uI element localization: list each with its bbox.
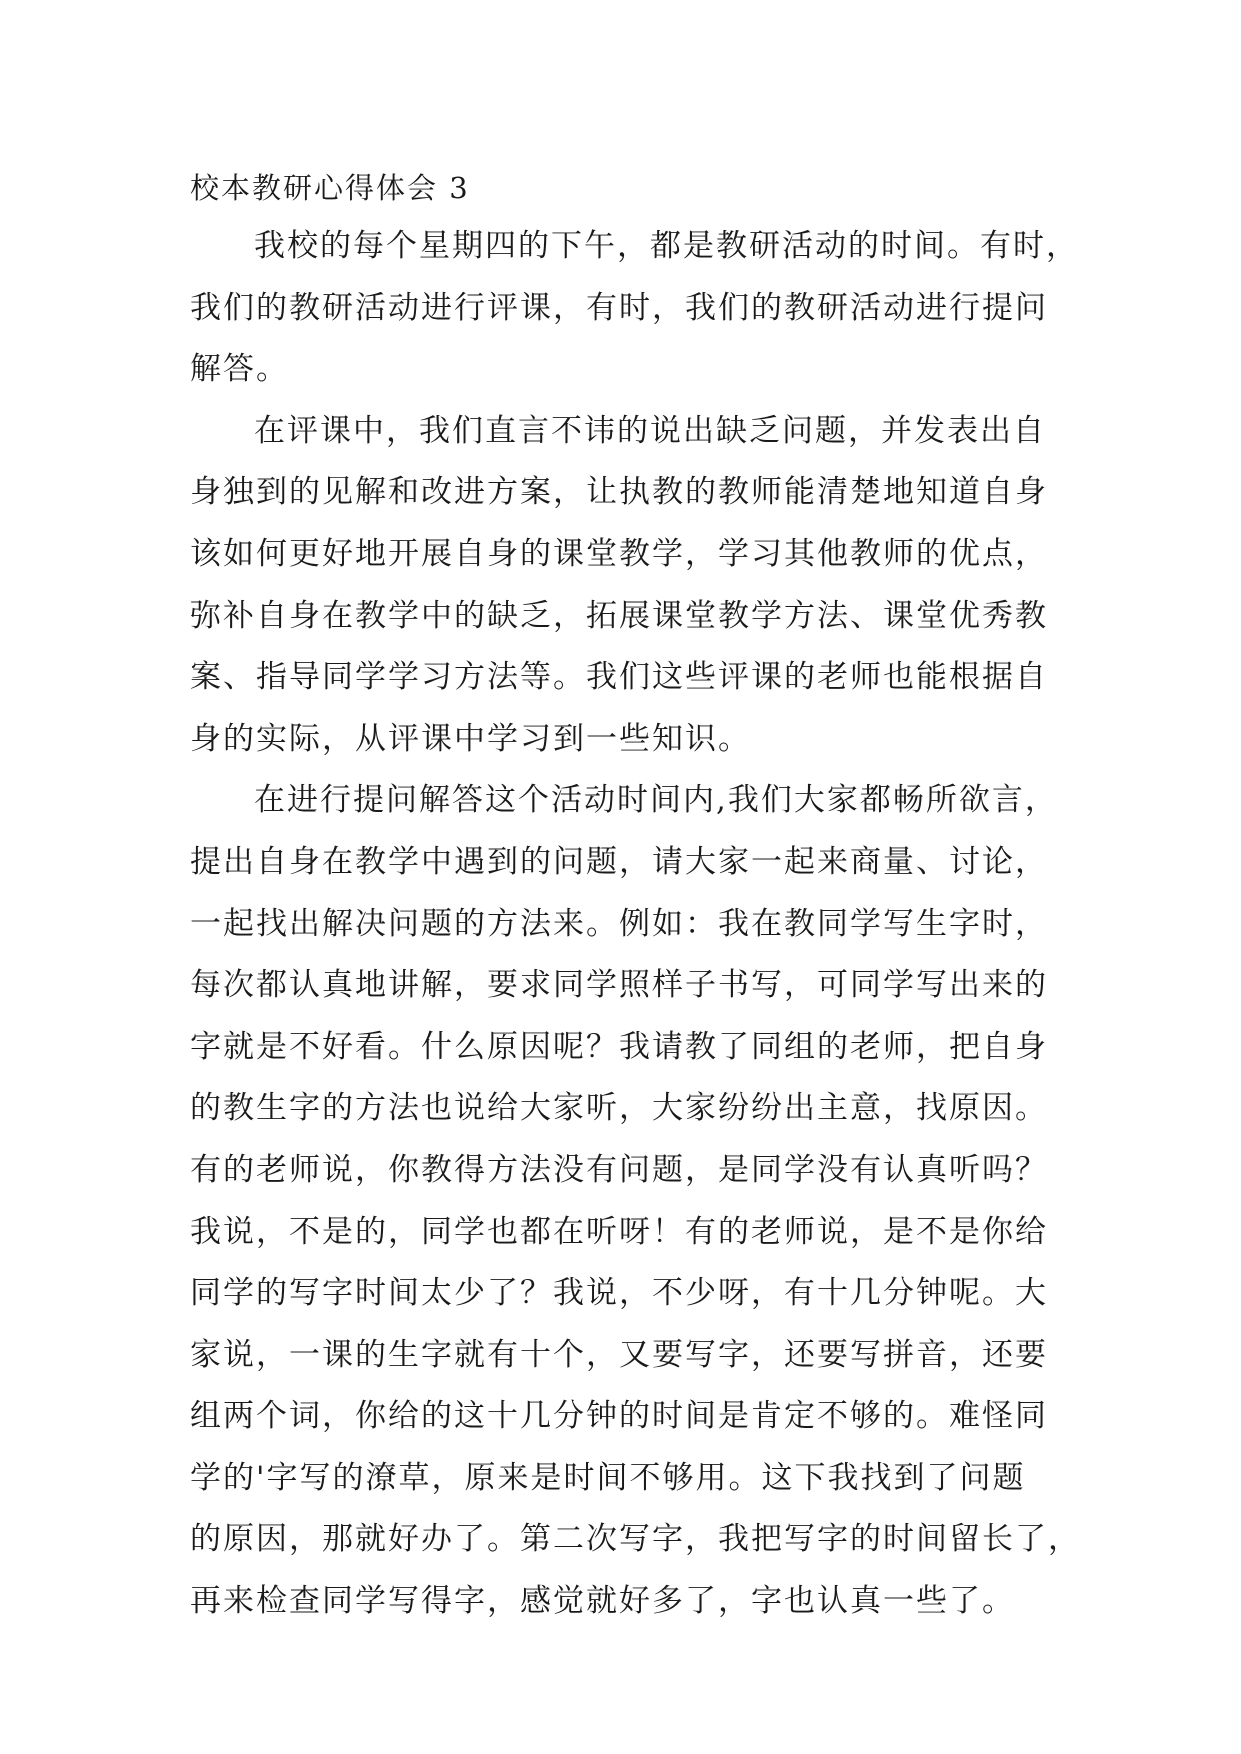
paragraph-line: 组两个词，你给的这十几分钟的时间是肯定不够的。难怪同 (190, 1398, 1048, 1435)
paragraph-line: 有的老师说，你教得方法没有问题，是同学没有认真听吗？ (190, 1151, 1048, 1188)
paragraph-3 (190, 770, 1081, 1632)
paragraph-line: 我说，不是的，同学也都在听呀！有的老师说，是不是你给 (190, 1213, 1048, 1250)
document-title: 校本教研心得体会 3 (190, 171, 470, 205)
paragraph-line: 我校的每个星期四的下午，都是教研活动的时间。有时， (254, 228, 1079, 264)
paragraph-line: 的教生字的方法也说给大家听，大家纷纷出主意，找原因。 (190, 1090, 1048, 1127)
paragraph-line: 同学的写字时间太少了？我说，不少呀，有十几分钟呢。大 (190, 1275, 1048, 1312)
paragraph-line: 案、指导同学学习方法等。我们这些评课的老师也能根据自 (190, 659, 1048, 696)
paragraph-line: 字就是不好看。什么原因呢？我请教了同组的老师，把自身 (190, 1028, 1048, 1065)
paragraph-line: 我们的教研活动进行评课，有时，我们的教研活动进行提问 (190, 289, 1048, 326)
document-body (190, 216, 1081, 1633)
paragraph-line: 弥补自身在教学中的缺乏，拓展课堂教学方法、课堂优秀教 (190, 597, 1048, 634)
paragraph-line: 提出自身在教学中遇到的问题，请大家一起来商量、讨论， (190, 843, 1048, 880)
paragraph-line: 身的实际，从评课中学习到一些知识。 (190, 720, 751, 757)
paragraph-line: 解答。 (190, 351, 289, 388)
paragraph-line: 在评课中，我们直言不讳的说出缺乏问题，并发表出自 (254, 412, 1046, 449)
paragraph-line: 该如何更好地开展自身的课堂教学，学习其他教师的优点， (190, 535, 1048, 572)
paragraph-line: 学的'字写的潦草，原来是时间不够用。这下我找到了问题 (190, 1459, 1026, 1496)
paragraph-line: 身独到的见解和改进方案，让执教的教师能清楚地知道自身 (190, 474, 1048, 511)
paragraph-line: 在进行提问解答这个活动时间内,我们大家都畅所欲言， (254, 782, 1058, 819)
paragraph-line: 的原因，那就好办了。第二次写字，我把写字的时间留长了， (190, 1521, 1081, 1558)
paragraph-line: 再来检查同学写得字，感觉就好多了，字也认真一些了。 (190, 1583, 1015, 1620)
paragraph-line: 家说，一课的生字就有十个，又要写字，还要写拼音，还要 (190, 1336, 1048, 1373)
paragraph-line: 一起找出解决问题的方法来。例如：我在教同学写生字时， (190, 905, 1048, 942)
paragraph-1 (190, 216, 1079, 401)
paragraph-2 (190, 401, 1050, 771)
paragraph-line: 每次都认真地讲解，要求同学照样子书写，可同学写出来的 (190, 967, 1048, 1004)
